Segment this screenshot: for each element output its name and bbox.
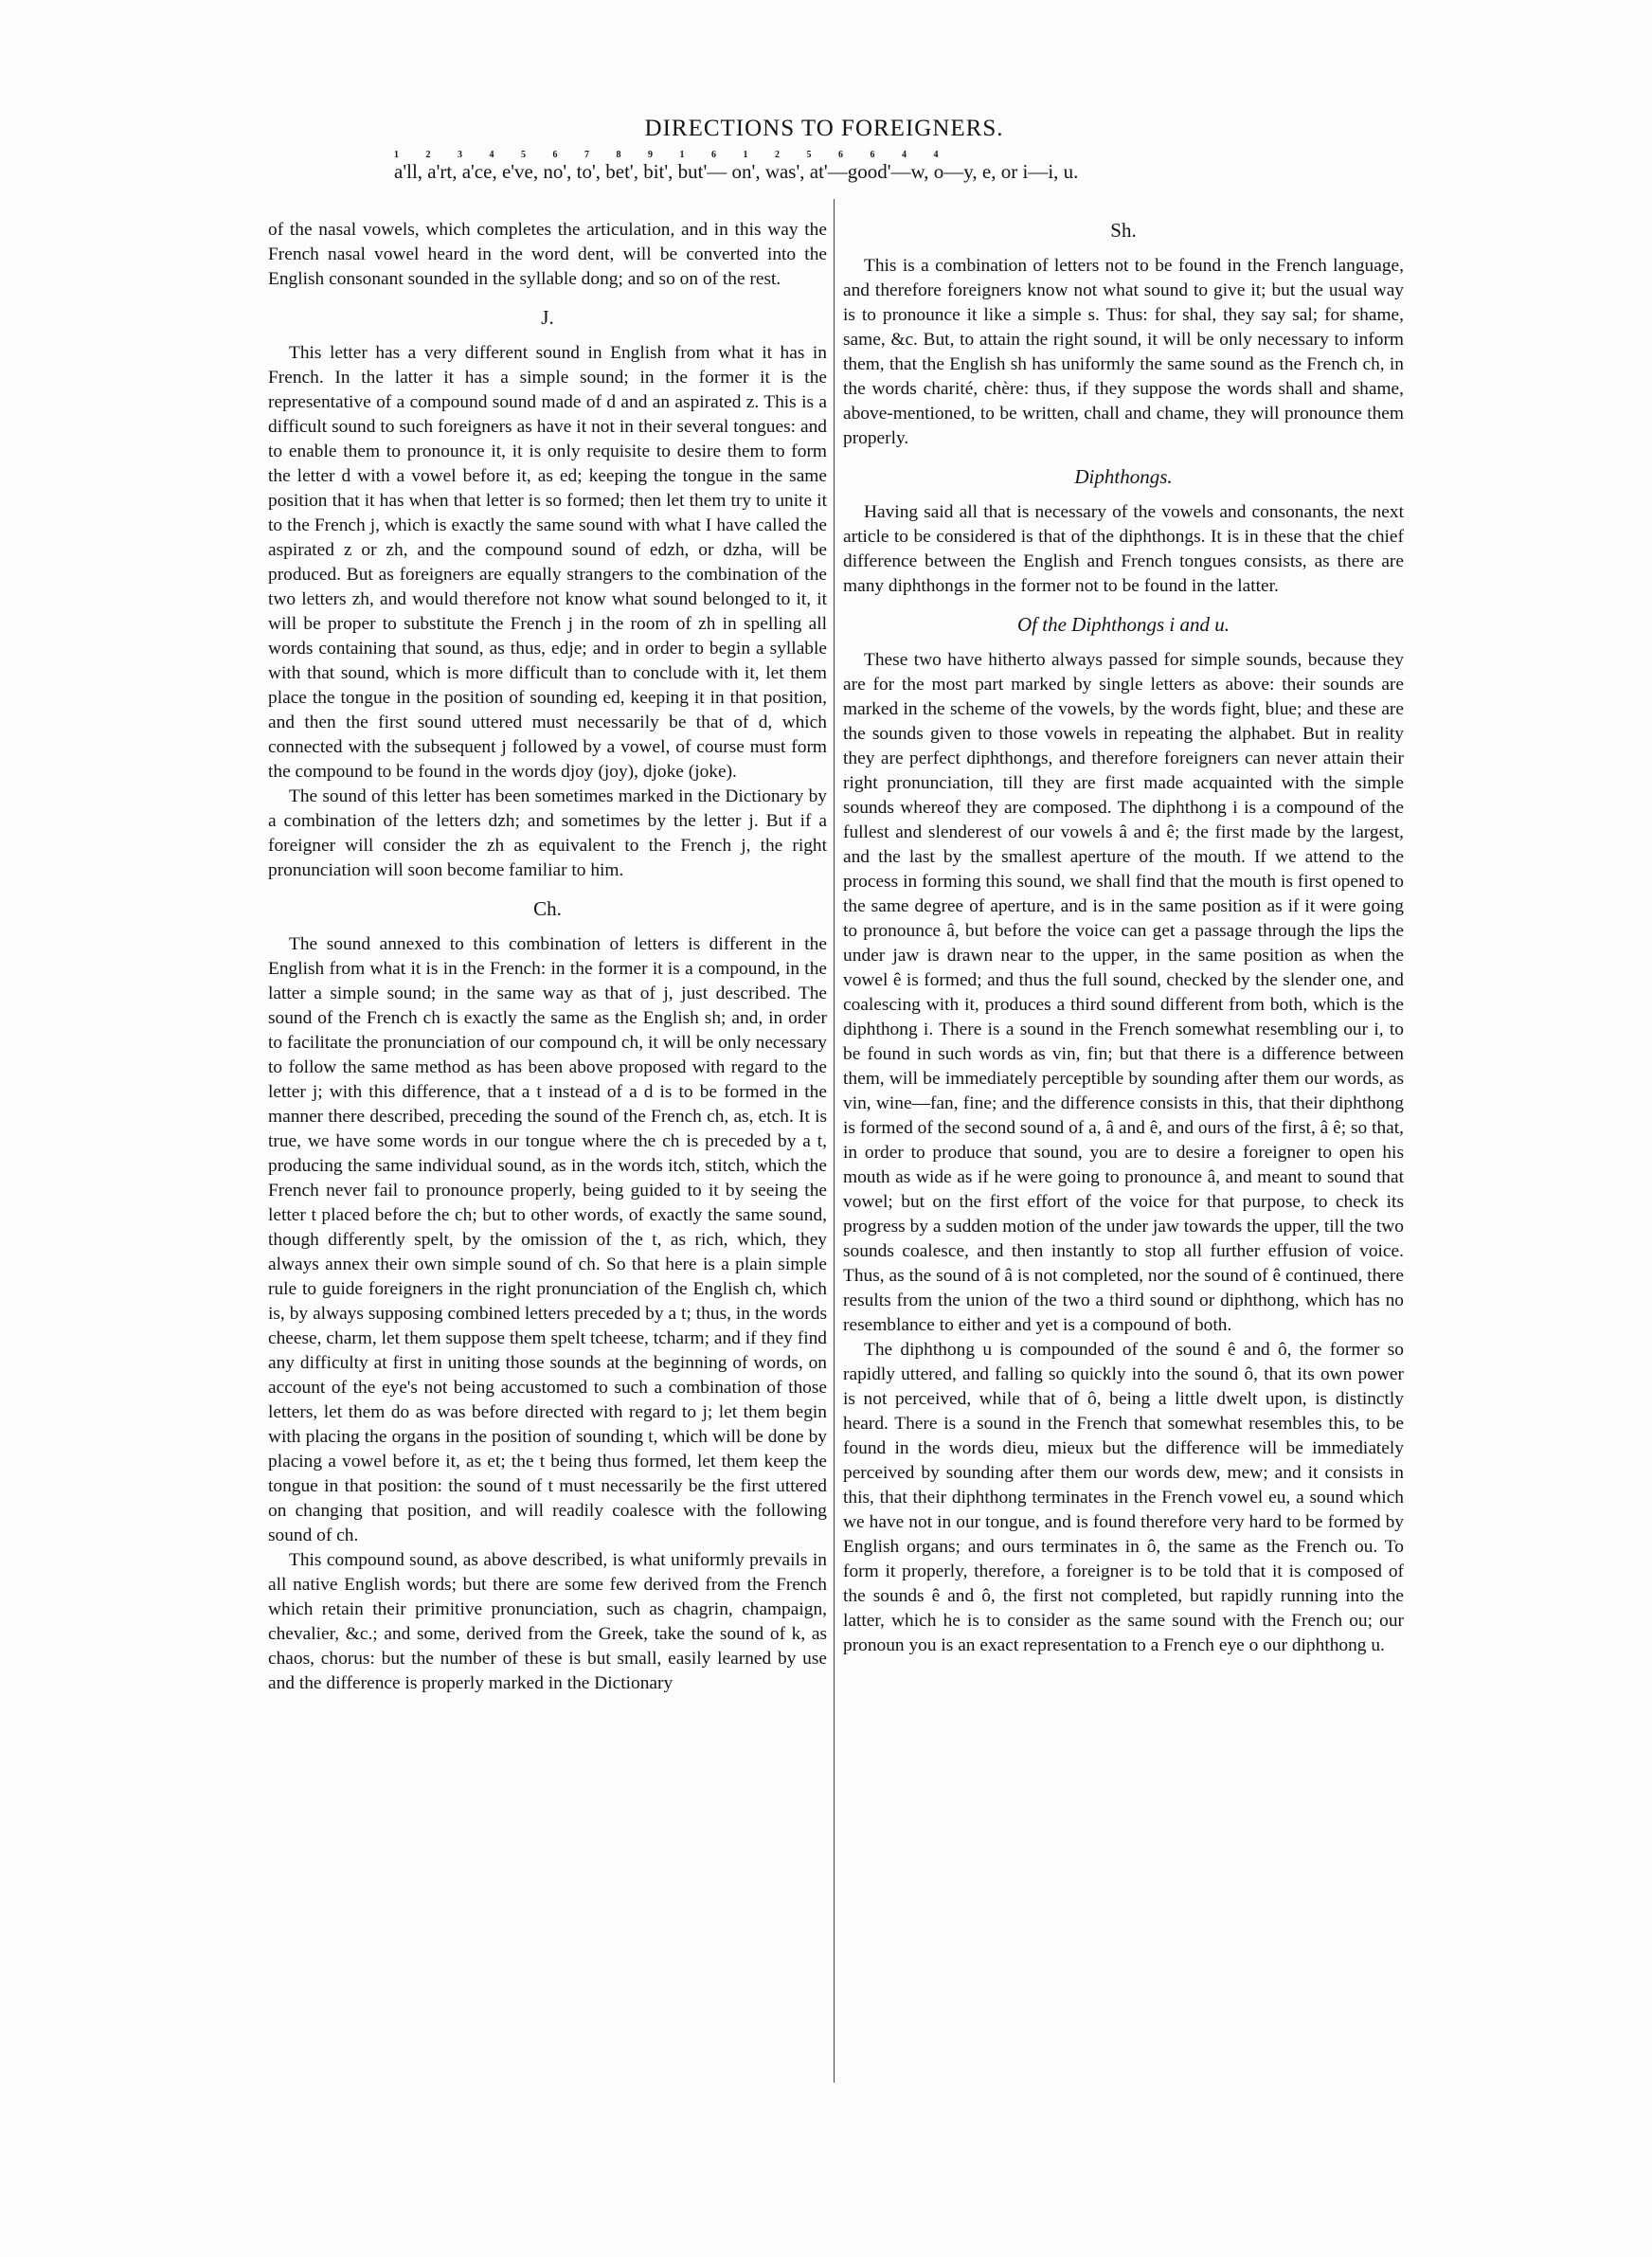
section-heading-j: J.	[541, 306, 554, 329]
section-heading-diphthongs: Diphthongs.	[1074, 465, 1173, 488]
key-numbers: 1 2 3 4 5 6 7 8 9 1 6 1 2 5 6 6 4 4	[394, 150, 951, 160]
paragraph: The diphthong u is compounded of the sound ê and ô, the former so rapidly uttered, and falling so quickly into the sound ô, that its own power is not perceived, while that of ô, being a little dwelt upon, is distinctly heard. There is a sound in the French that somewhat resembles this, to be found in the words dieu, mieux but the difference will be immediately perceived by sounding after them our words dew, mew; and it consists in this, that their diphthong terminates in the French vowel eu, a sound which we have not in our tongue, and is found therefore very hard to be formed by English organs; and ours terminates in ô, the same as the French ou. To form it properly, therefore, a foreigner is to be told that it is composed of the sounds ê and ô, the first not completed, but rapidly running into the latter, which he is to consider as the same sound with the French ou; our pronoun you is an exact representation to a French eye o our diphthong u.	[843, 1340, 1404, 1655]
page-title: DIRECTIONS TO FOREIGNERS.	[644, 116, 1004, 141]
paragraph: of the nasal vowels, which completes the articulation, and in this way the French nasal vowel heard in the word dent, will be converted into the English consonant sounded in the syllable dong; and so on of the rest.	[268, 220, 827, 289]
paragraph: The sound annexed to this combination of letters is different in the English from what it is in the French: in the former it is a compound, in the latter a simple sound; in the same way as that of j, just described. The sound of the French ch is exactly the same as the English sh; and, in order to facilitate the pronunciation of our compound ch, it will be only necessary to follow the same method as has been above proposed with regard to the letter j; with this difference, that a t instead of a d is to be formed in the manner there described, preceding the sound of the French ch, as, etch. It is true, we have some words in our tongue where the ch is preceded by a t, producing the same individual sound, as in the words itch, stitch, which the French never fail to pronounce properly, being guided to it by seeing the letter t placed before the ch; but to other words, of exactly the same sound, though differently spelt, by the omission of the t, as rich, which, they always annex their own simple sound of ch. So that here is a plain simple rule to guide foreigners in the right pronunciation of the English ch, which is, by always supposing combined letters preceded by a t; thus, in the words cheese, charm, let them suppose them spelt tcheese, tcharm; and if they find any difficulty at first in uniting those sounds at the beginning of words, on account of the eye's not being accustomed to such a combination of those letters, let them do as was before directed with regard to j; let them begin with placing the organs in the position of sounding t, which will be done by placing a vowel before it, as et; the t being thus formed, let them keep the tongue in that position: the sound of t must necessarily be the first uttered on changing that position, and will readily coalesce with the following sound of ch.	[268, 934, 827, 1545]
paragraph: The sound of this letter has been sometimes marked in the Dictionary by a combination of the letters dzh; and sometimes by the letter j. But if a foreigner will consider the zh as equivalent to the French j, the right pronunciation will soon become familiar to him.	[268, 786, 827, 880]
section-heading-sh: Sh.	[1110, 219, 1137, 242]
paragraph: This compound sound, as above described, is what uniformly prevails in all native English words; but there are some few derived from the French which retain their primitive pronunciation, such as chagrin, champaign, chevalier, &c.; and some, derived from the Greek, take the sound of k, as chaos, chorus: but the number of these is but small, easily learned by use and the difference is properly marked in the Dictionary	[268, 1550, 827, 1693]
right-column	[843, 218, 1404, 1658]
column-divider	[834, 199, 835, 2083]
paragraph: This is a combination of letters not to be found in the French language, and therefore foreigners know not what sound to give it; but the usual way is to pronounce it like a simple s. Thus: for shal, they say sal; for shame, same, &c. But, to attain the right sound, it will be only necessary to inform them, that the English sh has uniformly the same sound as the French ch, in the words charité, chère: thus, if they suppose the words shall and shame, above-mentioned, to be written, chall and chame, they will pronounce them properly.	[843, 256, 1404, 448]
section-heading-diphthongs-i-u: Of the Diphthongs i and u.	[1017, 613, 1230, 636]
key-line: a'll, a'rt, a'ce, e've, no', to', bet', bit', but'— on', was', at'—good'—w, o—y, e, or i—i, u.	[394, 160, 1079, 183]
left-column	[268, 218, 827, 1696]
section-heading-ch: Ch.	[533, 897, 562, 920]
paragraph: This letter has a very different sound in English from what it has in French. In the latter it has a simple sound; in the former it is the representative of a compound sound made of d and an aspirated z. This is a difficult sound to such foreigners as have it not in their several tongues: and to enable them to pronounce it, it is only requisite to desire them to form the letter d with a vowel before it, as ed; keeping the tongue in the same position that it has when that letter is so formed; then let them try to unite it to the French j, which is exactly the same sound with what I have called the aspirated z or zh, and the compound sound of edzh, or dzha, will be produced. But as foreigners are equally strangers to the combination of the two letters zh, and would therefore not know what sound belonged to it, it will be proper to substitute the French j in the room of zh in spelling all words containing that sound, as thus, edje; and in order to begin a syllable with that sound, which is more difficult than to conclude with it, let them place the tongue in the position of sounding ed, keeping it in that position, and then the first sound uttered must necessarily be that of d, which connected with the subsequent j followed by a vowel, of course must form the compound to be found in the words djoy (joy), djoke (joke).	[268, 343, 827, 782]
pronunciation-key	[394, 150, 1303, 184]
paragraph: These two have hitherto always passed for simple sounds, because they are for the most part marked by single letters as above: their sounds are marked in the scheme of the vowels, by the words fight, blue; and these are the sounds given to those vowels in repeating the alphabet. But in reality they are perfect diphthongs, and therefore foreigners can never attain their right pronunciation, till they are first made acquainted with the simple sounds whereof they are composed. The diphthong i is a compound of the fullest and slenderest of our vowels â and ê; the first made by the largest, and the last by the smallest aperture of the mouth. If we attend to the process in forming this sound, we shall find that the mouth is first opened to the same degree of aperture, and is in the same position as if it were going to pronounce â, but before the voice can get a passage through the lips the under jaw is drawn near to the upper, in the same position as when the vowel ê is formed; and thus the full sound, checked by the slender one, and coalescing with it, produces a third sound different from both, which is the diphthong i. There is a sound in the French somewhat resembling our i, to be found in such words as vin, fin; but that there is a difference between them, will be immediately perceptible by sounding after them our words, as vin, wine—fan, fine; and the difference consists in this, that their diphthong is formed of the second sound of a, â and ê, and ours of the first, â ê; so that, in order to produce that sound, you are to desire a foreigner to open his mouth as wide as if he were going to pronounce â, and meant to sound that vowel; but on the first effort of the voice for that purpose, to check its progress by a sudden motion of the under jaw towards the upper, till the two sounds coalesce, and then instantly to stop all further effusion of voice. Thus, as the sound of â is not completed, nor the sound of ê continued, there results from the union of the two a third sound or diphthong, which has no resemblance to either and yet is a compound of both.	[843, 650, 1404, 1335]
paragraph: Having said all that is necessary of the vowels and consonants, the next article to be considered is that of the diphthongs. It is in these that the chief difference between the English and French tongues consists, as there are many diphthongs in the former not to be found in the latter.	[843, 502, 1404, 596]
